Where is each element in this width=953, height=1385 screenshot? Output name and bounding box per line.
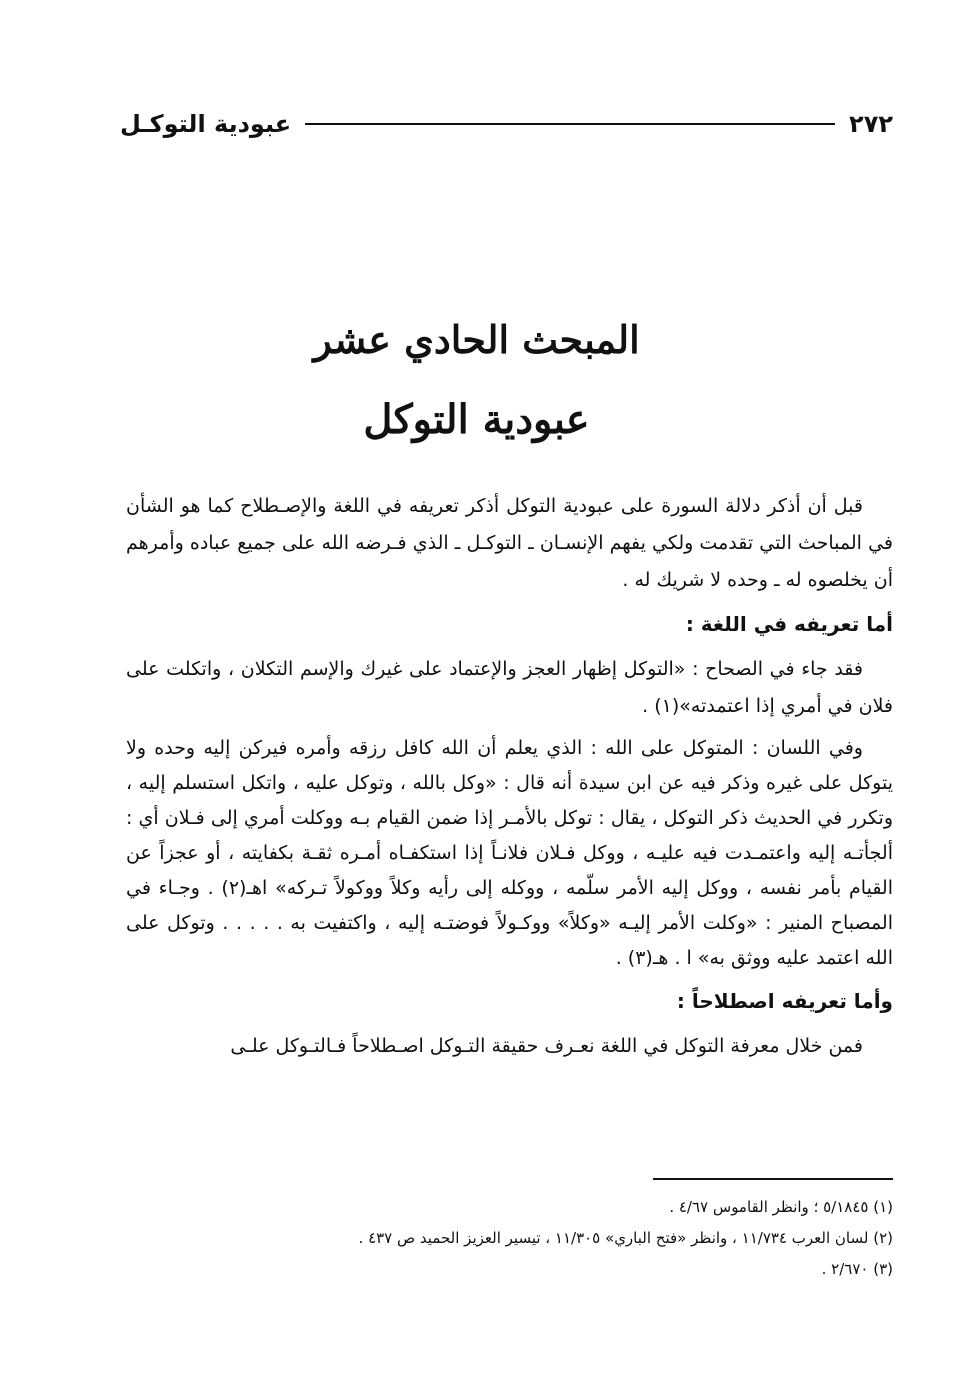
intro-paragraph: قبل أن أذكر دلالة السورة على عبودية التوكل أذكر تعريفه في اللغة والإصـطلاح كما هو الشأن في المباحث التي تقدمت ولكي يفهم الإنسـان ـ التوكـل ـ الذي فـرضه الله على جميع عباده وأمرهم أن يخلصوه له ـ وحده لا شريك له . — [126, 495, 893, 591]
term-definition-heading: وأما تعريفه اصطلاحاً : — [676, 989, 893, 1013]
footnote-1: (١) ٥/١٨٤٥ ؛ وانظر القاموس ٤/٦٧ . — [669, 1198, 893, 1216]
running-title: عبودية التوكـل — [120, 110, 292, 138]
page-number: ٢٧٢ — [849, 110, 893, 138]
sihah-paragraph: فقد جاء في الصحاح : «التوكل إظهار العجز والإعتماد على غيرك والإسم التكلان ، واتكلت على فلان في أمري إذا اعتمدته»(١) . — [126, 658, 893, 717]
lisan-paragraph: وفي اللسان : المتوكل على الله : الذي يعلم أن الله كافل رزقه وأمره فيركن إليه وحده ولا يتوكل على غيره وذكر فيه عن ابن سيدة أنه قال : «وكل بالله ، وتوكل عليه ، واتكل استسلم إليه ، وتكرر في الحديث ذكر التوكل ، يقال : توكل بالأمـر إذا ضمن القيام بـه ووكلت أمري إلى فـلان أي : ألجأتـه إليه واعتمـدت فيه عليـه ، ووكل فـلان فلانـاً إذا استكفـاه أمـره ثقـة بكفايته ، أو عجزاً عن القيام بأمر نفسه ، ووكل إليه الأمر سلّمه ، ووكله إلى رأيه وكلاً ووكولاً تـركه» اهـ(٢) . وجـاء في المصباح المنير : «وكلت الأمر إليـه «وكلاً» ووكـولاً فوضتـه إليه ، واكتفيت به . . . . . وتوكل على الله اعتمد عليه ووثق به» ا . هـ(٣) . — [126, 737, 893, 969]
footnote-2: (٢) لسان العرب ١١/٧٣٤ ، وانظر «فتح الباري» ١١/٣٠٥ ، تيسير العزيز الحميد ص ٤٣٧ . — [358, 1229, 893, 1247]
term-paragraph: فمن خلال معرفة التوكل في اللغة نعـرف حقيقة التـوكل اصـطلاحاً فـالتـوكل علـى — [230, 1035, 863, 1057]
section-title: عبودية التوكل — [363, 396, 590, 443]
footnote-rule — [653, 1178, 893, 1180]
header-rule — [305, 123, 835, 125]
running-header — [120, 104, 893, 144]
body-text — [126, 488, 893, 1065]
footnotes — [130, 1192, 893, 1285]
chapter-title: المبحث الحادي عشر — [313, 317, 640, 362]
lang-definition-heading: أما تعريفه في اللغة : — [685, 612, 893, 636]
footnote-3: (٣) ٢/٦٧٠ . — [821, 1260, 893, 1278]
